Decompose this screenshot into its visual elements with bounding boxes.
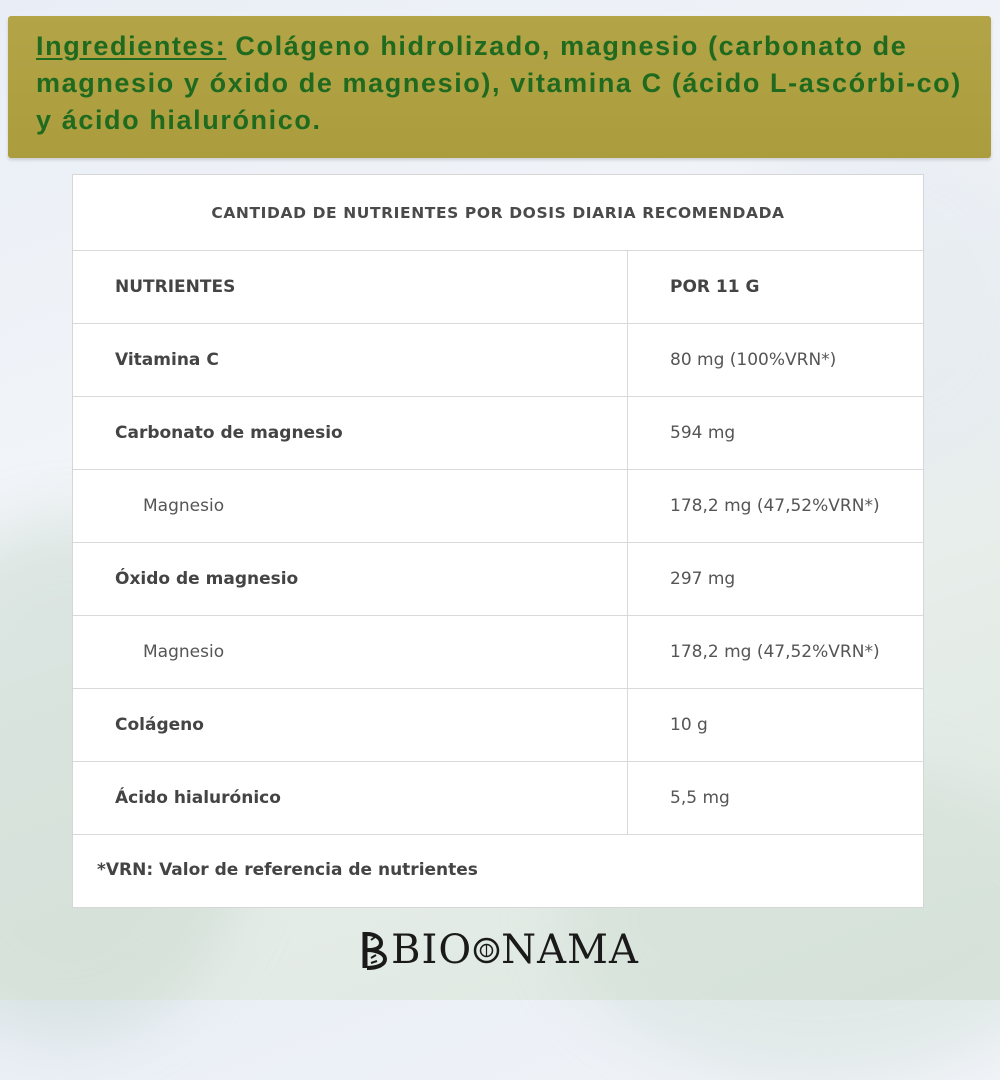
- brand-logo: [0, 925, 1000, 975]
- header-nutrient: NUTRIENTES: [73, 251, 628, 323]
- nutrient-value: 80 mg (100%VRN*): [670, 350, 837, 370]
- nutrient-value: 10 g: [670, 715, 708, 735]
- nutrient-name: Óxido de magnesio: [73, 543, 628, 615]
- table-header-row: [73, 251, 923, 324]
- table-title: CANTIDAD DE NUTRIENTES POR DOSIS DIARIA RECOMENDADA: [211, 203, 785, 222]
- nutrient-name: Vitamina C: [73, 324, 628, 396]
- emblem-icon: [473, 937, 500, 964]
- nutrient-value: 594 mg: [670, 423, 736, 443]
- ingredients-banner: [8, 16, 991, 158]
- wheat-leaf-icon: [361, 928, 389, 972]
- table-title-row: [73, 175, 923, 251]
- nutrition-table: [72, 174, 924, 908]
- table-row: [73, 689, 923, 762]
- table-row: [73, 470, 923, 543]
- nutrient-value: 5,5 mg: [670, 788, 730, 808]
- brand-name-part1: BIO: [391, 927, 473, 973]
- nutrient-name: Carbonato de magnesio: [73, 397, 628, 469]
- ingredients-text: [36, 28, 971, 139]
- ingredients-list: Colágeno hidrolizado, magnesio (carbonato de magnesio y óxido de magnesio), vitamina C (ácido L-ascórbi-co) y ácido hialurónico.: [36, 31, 962, 135]
- table-row: [73, 397, 923, 470]
- header-amount: POR 11 G: [670, 277, 760, 297]
- nutrient-value: 178,2 mg (47,52%VRN*): [670, 496, 880, 516]
- table-row: [73, 543, 923, 616]
- brand-name-part2: NAMA: [501, 927, 639, 973]
- table-row: [73, 616, 923, 689]
- nutrient-name: Ácido hialurónico: [73, 762, 628, 834]
- nutrient-subname: Magnesio: [73, 616, 628, 688]
- nutrient-value: 297 mg: [670, 569, 736, 589]
- nutrient-subname: Magnesio: [73, 470, 628, 542]
- table-row: [73, 324, 923, 397]
- nutrient-value: 178,2 mg (47,52%VRN*): [670, 642, 880, 662]
- nutrient-name: Colágeno: [73, 689, 628, 761]
- ingredients-label: Ingredientes:: [36, 31, 227, 61]
- table-footnote: *VRN: Valor de referencia de nutrientes: [97, 860, 478, 880]
- table-row: [73, 762, 923, 835]
